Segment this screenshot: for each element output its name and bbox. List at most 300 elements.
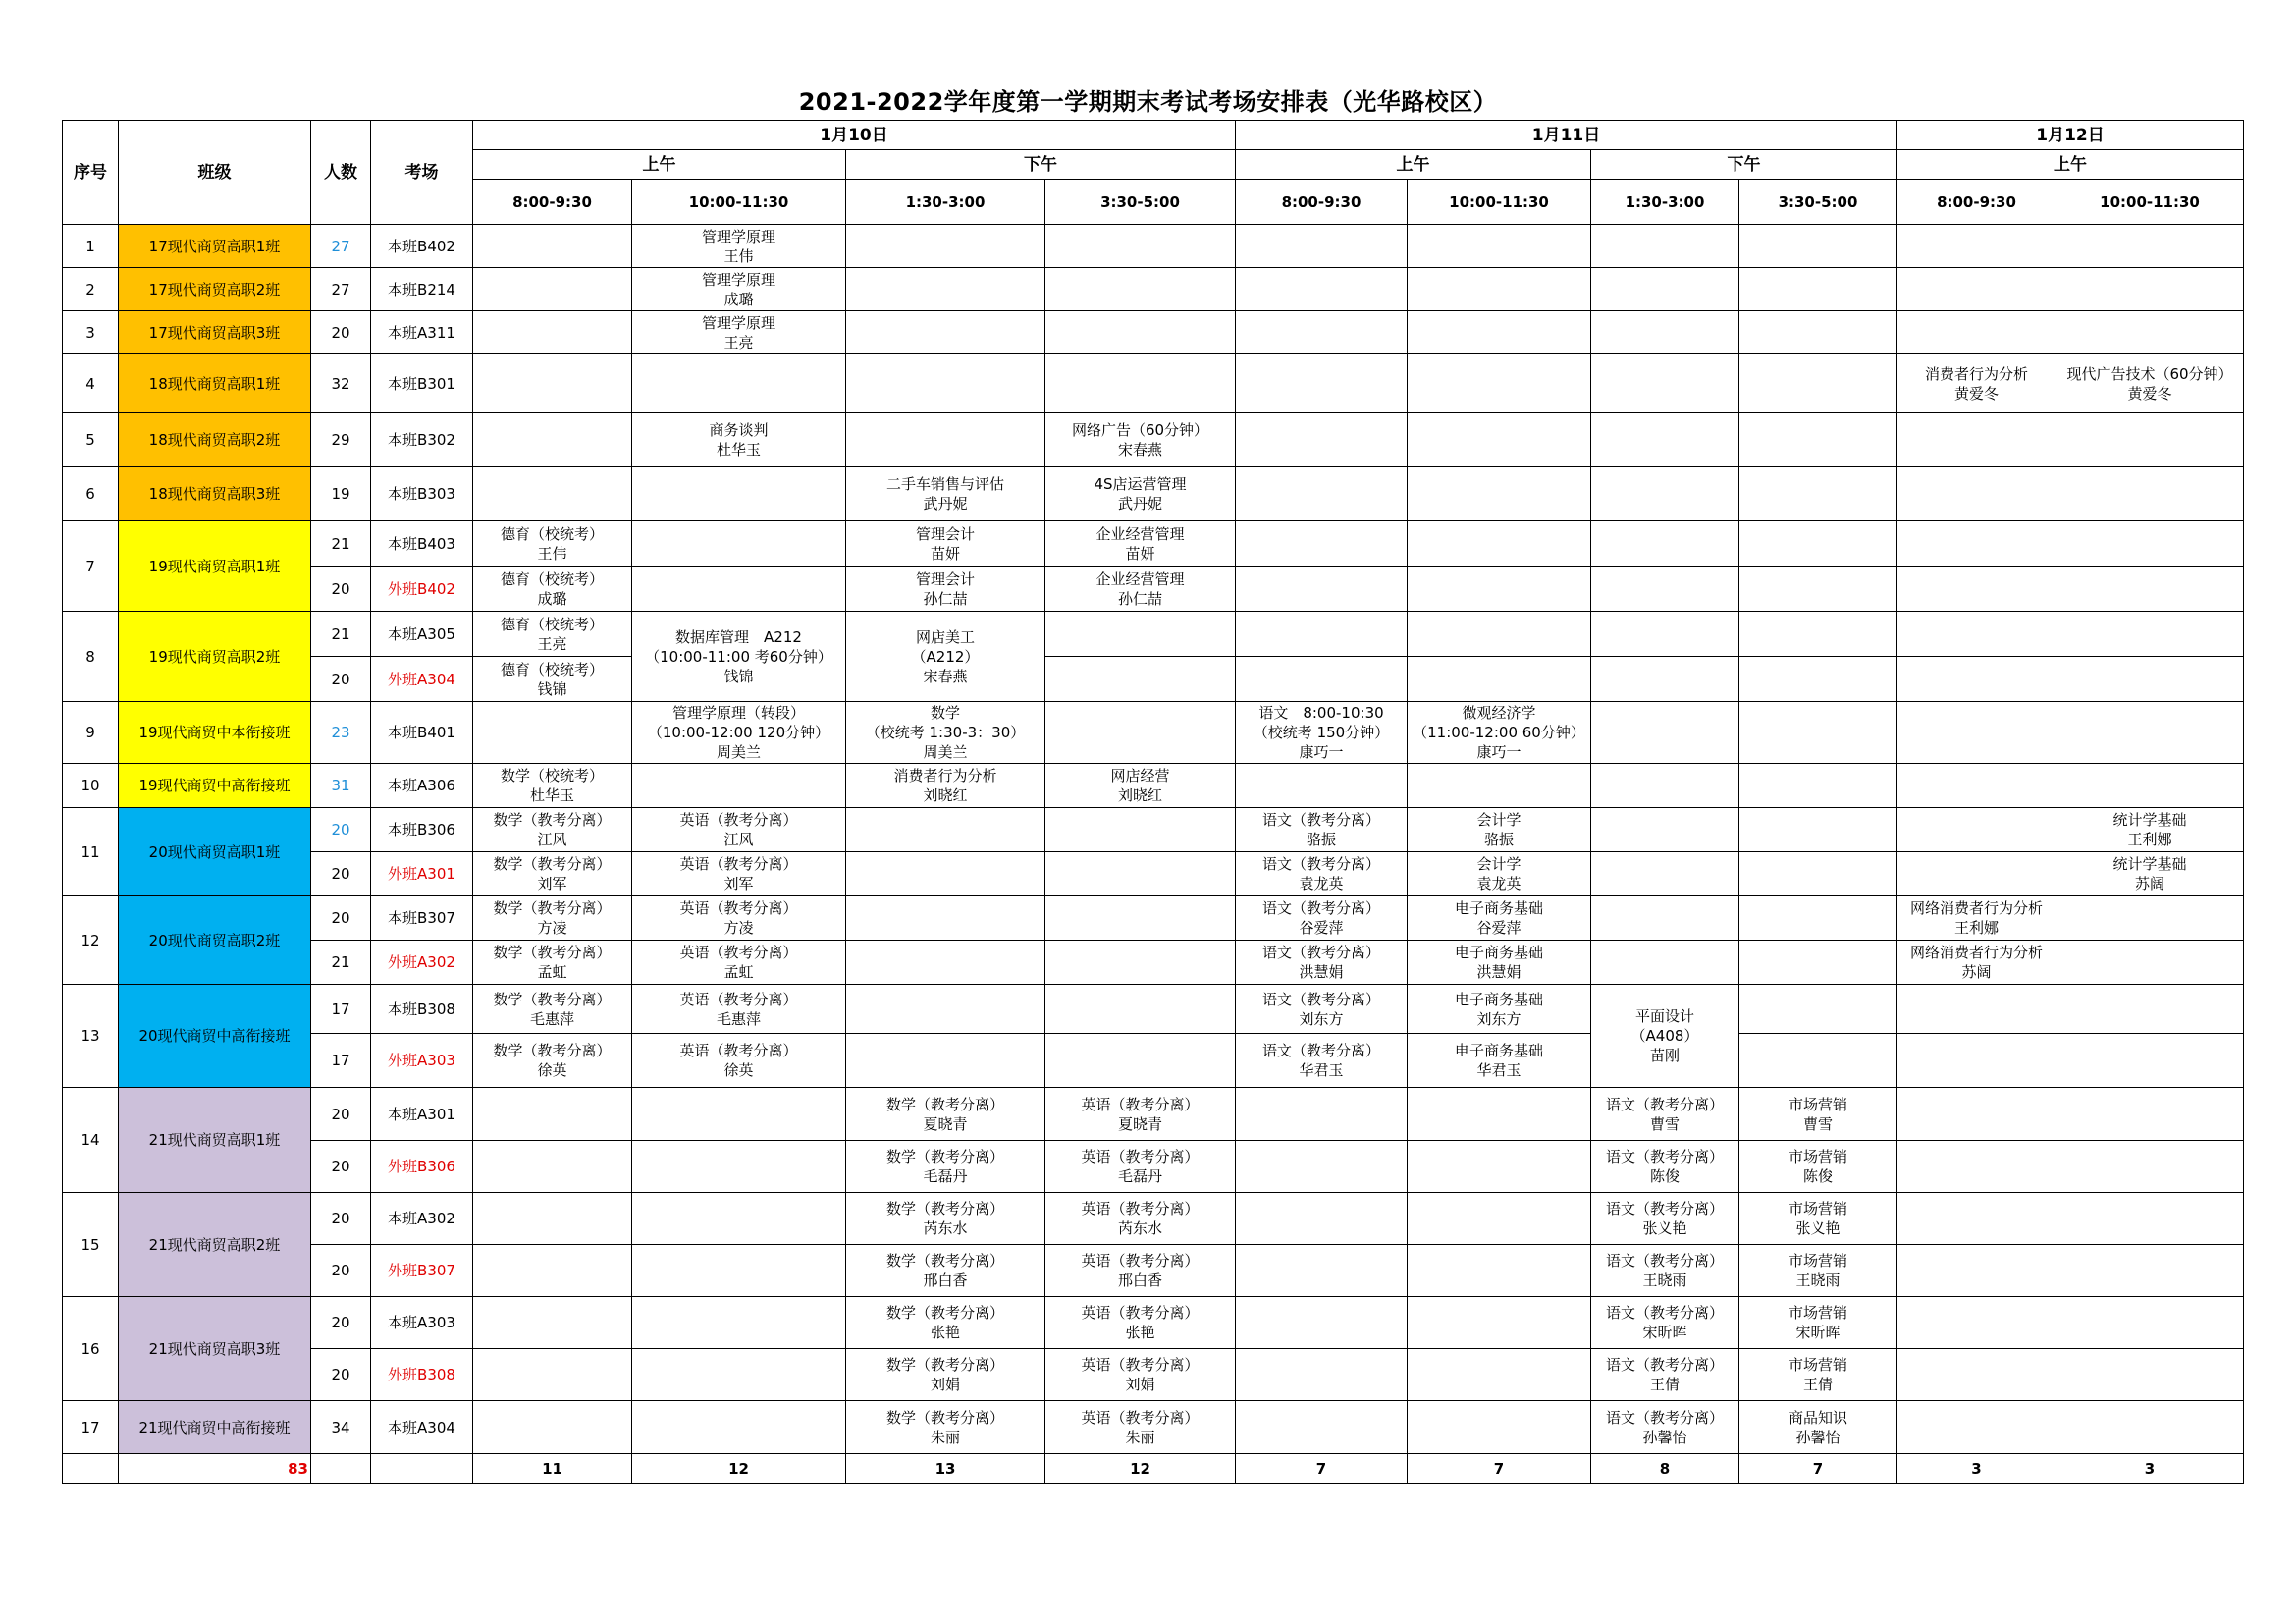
- exam-cell: [1739, 1349, 1897, 1401]
- table-row: [63, 612, 2244, 657]
- exam-subject: 企业经营管理: [1095, 524, 1185, 543]
- header-class: 班级: [119, 121, 311, 225]
- exam-subject: 英语（教考分离）: [679, 990, 798, 1008]
- exam-cell: [846, 764, 1045, 808]
- exam-cell: [2056, 808, 2244, 852]
- exam-teacher: 周美兰: [923, 743, 968, 761]
- exam-cell: [1236, 896, 1408, 941]
- exam-time: （校统考 150分钟）: [1253, 724, 1390, 741]
- exam-room: 本班A305: [371, 612, 473, 657]
- table-row: [63, 985, 2244, 1034]
- exam-subject: 网络消费者行为分析: [1909, 899, 2043, 917]
- exam-cell: [1591, 1245, 1739, 1297]
- exam-teacher: 谷爱萍: [1299, 919, 1344, 937]
- exam-time: （10:00-12:00 120分钟）: [647, 724, 830, 741]
- exam-subject: 数据库管理 A212: [675, 627, 802, 646]
- exam-teacher: 邢白香: [923, 1272, 968, 1289]
- exam-cell: [1591, 985, 1739, 1088]
- table-row: [63, 567, 2244, 612]
- exam-subject: 4S店运营管理: [1094, 475, 1187, 493]
- exam-subject: 数学（教考分离）: [885, 1304, 1004, 1322]
- exam-teacher: 骆振: [1483, 831, 1514, 848]
- row-seq: 13: [63, 985, 119, 1088]
- exam-cell: [1045, 1088, 1236, 1141]
- header-slot: 10:00-11:30: [1408, 180, 1591, 225]
- table-row: [63, 1401, 2244, 1454]
- exam-cell: [846, 612, 1045, 702]
- exam-subject: 英语（教考分离）: [679, 1042, 798, 1059]
- header-slot: 10:00-11:30: [632, 180, 846, 225]
- exam-cell: [473, 521, 632, 567]
- exam-cell: [1591, 1193, 1739, 1245]
- exam-teacher: 曹雪: [1802, 1114, 1833, 1133]
- class-name: 21现代商贸高职3班: [119, 1297, 311, 1401]
- exam-cell: [2056, 354, 2244, 413]
- class-name: 17现代商贸高职2班: [119, 268, 311, 311]
- class-name: 17现代商贸高职1班: [119, 225, 311, 268]
- exam-subject: 市场营销: [1788, 1304, 1847, 1322]
- row-seq: 15: [63, 1193, 119, 1297]
- exam-teacher: 王利娜: [1953, 919, 1999, 937]
- exam-teacher: 毛磊丹: [1117, 1167, 1162, 1185]
- header-slot: 8:00-9:30: [1236, 180, 1408, 225]
- exam-cell: [1408, 985, 1591, 1034]
- exam-cell: [1236, 985, 1408, 1034]
- exam-subject: 数学（教考分离）: [885, 1356, 1004, 1374]
- exam-subject: 语文（教考分离）: [1605, 1408, 1724, 1427]
- exam-cell: [1739, 1401, 1897, 1454]
- exam-subject: 数学（教考分离）: [493, 1042, 612, 1059]
- exam-teacher: 杜华玉: [529, 786, 574, 804]
- exam-cell: [632, 852, 846, 896]
- table-row: [63, 808, 2244, 852]
- header-am: 上午: [1897, 150, 2244, 180]
- row-seq: 12: [63, 896, 119, 985]
- exam-room: 本班B403: [371, 521, 473, 567]
- exam-subject: 管理学原理: [701, 227, 775, 245]
- exam-cell: [632, 225, 846, 268]
- exam-subject: 英语（教考分离）: [1081, 1304, 1200, 1322]
- table-row: [63, 354, 2244, 413]
- total-count: 12: [1045, 1454, 1236, 1484]
- class-name: 19现代商贸中高衔接班: [119, 764, 311, 808]
- exam-cell: [632, 311, 846, 354]
- exam-subject: 语文（教考分离）: [1261, 899, 1380, 917]
- exam-cell: [1408, 808, 1591, 852]
- exam-teacher: 宋昕晖: [1795, 1324, 1841, 1341]
- exam-room: 外班B308: [371, 1349, 473, 1401]
- exam-room: 外班A302: [371, 941, 473, 985]
- exam-cell: [1045, 1245, 1236, 1297]
- exam-teacher: 周美兰: [716, 743, 761, 761]
- exam-teacher: 苗妍: [1125, 544, 1155, 563]
- exam-subject: 微观经济学: [1462, 704, 1536, 722]
- exam-cell: [846, 702, 1045, 764]
- student-count: 20: [311, 1245, 371, 1297]
- exam-cell: [1408, 941, 1591, 985]
- exam-subject: 管理学原理: [701, 270, 775, 289]
- exam-teacher: 华君玉: [1476, 1061, 1522, 1079]
- row-seq: 2: [63, 268, 119, 311]
- exam-cell: [473, 896, 632, 941]
- exam-teacher: 方凌: [537, 919, 567, 937]
- exam-schedule-table: [62, 120, 2244, 1484]
- student-count: 27: [311, 268, 371, 311]
- exam-cell: [1045, 1141, 1236, 1193]
- student-count: 20: [311, 1297, 371, 1349]
- exam-teacher: 苏阔: [1961, 963, 1992, 981]
- header-slot: 3:30-5:00: [1045, 180, 1236, 225]
- table-row: [63, 852, 2244, 896]
- total-count: 3: [1897, 1454, 2056, 1484]
- exam-teacher: 华君玉: [1299, 1061, 1344, 1079]
- exam-cell: [632, 413, 846, 467]
- exam-cell: [1591, 1349, 1739, 1401]
- exam-subject: 数学（教考分离）: [885, 1408, 1004, 1427]
- exam-subject: 数学（校统考）: [500, 767, 604, 785]
- exam-subject: 市场营销: [1788, 1356, 1847, 1374]
- row-seq: 7: [63, 521, 119, 612]
- exam-cell: [1739, 1088, 1897, 1141]
- exam-cell: [1408, 896, 1591, 941]
- exam-teacher: 康巧一: [1476, 743, 1522, 761]
- total-classes: 83: [119, 1454, 311, 1484]
- total-count: 11: [473, 1454, 632, 1484]
- row-seq: 8: [63, 612, 119, 702]
- exam-cell: [1739, 1245, 1897, 1297]
- exam-teacher: 朱丽: [1125, 1428, 1155, 1446]
- exam-teacher: 骆振: [1306, 831, 1336, 848]
- table-row: [63, 896, 2244, 941]
- exam-subject: 语文（教考分离）: [1605, 1200, 1724, 1218]
- exam-teacher: 宋春燕: [1117, 441, 1162, 459]
- student-count: 27: [311, 225, 371, 268]
- exam-teacher: 孙仁喆: [1117, 589, 1162, 608]
- exam-room: 本班A301: [371, 1088, 473, 1141]
- exam-room: 本班B306: [371, 808, 473, 852]
- exam-subject: 数学（教考分离）: [493, 944, 612, 961]
- exam-room: 外班A303: [371, 1034, 473, 1088]
- table-row: [63, 764, 2244, 808]
- exam-cell: [846, 1088, 1045, 1141]
- exam-subject: 数学（教考分离）: [885, 1252, 1004, 1270]
- class-name: 20现代商贸高职1班: [119, 808, 311, 896]
- class-name: 19现代商贸中本衔接班: [119, 702, 311, 764]
- exam-teacher: 江风: [537, 831, 567, 848]
- exam-teacher: 王晓雨: [1642, 1272, 1687, 1289]
- exam-teacher: 王伟: [537, 544, 567, 563]
- student-count: 20: [311, 1193, 371, 1245]
- class-name: 17现代商贸高职3班: [119, 311, 311, 354]
- exam-subject: 管理会计: [915, 524, 975, 543]
- exam-subject: 英语（教考分离）: [679, 855, 798, 873]
- exam-subject: 语文（教考分离）: [1261, 1042, 1380, 1059]
- exam-teacher: 夏晓青: [1117, 1114, 1162, 1133]
- table-row: [63, 1193, 2244, 1245]
- exam-teacher: 谷爱萍: [1476, 919, 1522, 937]
- exam-cell: [846, 521, 1045, 567]
- exam-subject: 数学（教考分离）: [493, 990, 612, 1008]
- header-pm: 下午: [846, 150, 1236, 180]
- header-count: 人数: [311, 121, 371, 225]
- table-row: [63, 268, 2244, 311]
- exam-teacher: 王亮: [723, 333, 754, 352]
- exam-subject: 市场营销: [1788, 1095, 1847, 1113]
- totals-row: [63, 1454, 2244, 1484]
- exam-subject: 平面设计: [1634, 1007, 1694, 1025]
- exam-cell: [1045, 521, 1236, 567]
- exam-subject: 语文（教考分离）: [1605, 1356, 1724, 1374]
- exam-teacher: 苗刚: [1649, 1047, 1680, 1064]
- exam-teacher: 毛磊丹: [923, 1167, 968, 1185]
- exam-cell: [1739, 1297, 1897, 1349]
- exam-cell: [632, 702, 846, 764]
- total-count: 12: [632, 1454, 846, 1484]
- table-row: [63, 1297, 2244, 1349]
- exam-cell: [1045, 1349, 1236, 1401]
- exam-subject: 英语（教考分离）: [1081, 1200, 1200, 1218]
- header-slot: 3:30-5:00: [1739, 180, 1897, 225]
- exam-subject: 语文（教考分离）: [1605, 1148, 1724, 1165]
- student-count: 29: [311, 413, 371, 467]
- exam-cell: [632, 985, 846, 1034]
- exam-teacher: 芮东水: [923, 1219, 968, 1237]
- exam-teacher: 刘军: [537, 875, 567, 893]
- exam-cell: [1897, 896, 2056, 941]
- exam-teacher: 黄爱冬: [1953, 384, 1999, 403]
- student-count: 20: [311, 896, 371, 941]
- exam-cell: [1045, 567, 1236, 612]
- exam-teacher: 陈俊: [1802, 1167, 1833, 1185]
- exam-teacher: 徐英: [537, 1061, 567, 1079]
- header-slot: 1:30-3:00: [846, 180, 1045, 225]
- exam-cell: [1045, 764, 1236, 808]
- exam-teacher: 康巧一: [1299, 743, 1344, 761]
- exam-teacher: 王倩: [1649, 1376, 1680, 1393]
- exam-room: 本班B307: [371, 896, 473, 941]
- header-date-jan12: 1月12日: [1897, 121, 2244, 150]
- student-count: 20: [311, 1088, 371, 1141]
- exam-room: 本班B303: [371, 467, 473, 521]
- student-count: 20: [311, 567, 371, 612]
- student-count: 23: [311, 702, 371, 764]
- exam-cell: [632, 612, 846, 702]
- exam-subject: 网店经营: [1110, 767, 1170, 785]
- exam-cell: [846, 1193, 1045, 1245]
- exam-cell: [1739, 1141, 1897, 1193]
- exam-subject: 市场营销: [1788, 1252, 1847, 1270]
- exam-subject: 语文（教考分离）: [1605, 1304, 1724, 1322]
- exam-cell: [846, 567, 1045, 612]
- student-count: 19: [311, 467, 371, 521]
- exam-cell: [1045, 1401, 1236, 1454]
- row-seq: 10: [63, 764, 119, 808]
- exam-cell: [632, 268, 846, 311]
- exam-teacher: 洪慧娟: [1299, 963, 1344, 981]
- header-slot: 1:30-3:00: [1591, 180, 1739, 225]
- exam-teacher: 方凌: [723, 919, 754, 937]
- exam-subject: 英语（教考分离）: [1081, 1408, 1200, 1427]
- exam-subject: 网络广告（60分钟）: [1071, 421, 1209, 439]
- exam-cell: [1408, 1034, 1591, 1088]
- student-count: 20: [311, 1349, 371, 1401]
- exam-subject: 网店美工: [915, 627, 975, 646]
- table-row: [63, 225, 2244, 268]
- table-row: [63, 1349, 2244, 1401]
- student-count: 31: [311, 764, 371, 808]
- exam-cell: [2056, 852, 2244, 896]
- exam-subject: 数学: [930, 704, 960, 722]
- exam-teacher: 张义艳: [1642, 1219, 1687, 1237]
- class-name: 19现代商贸高职2班: [119, 612, 311, 702]
- student-count: 20: [311, 852, 371, 896]
- header-am: 上午: [473, 150, 846, 180]
- header-row-dates: [63, 121, 2244, 150]
- exam-subject: 英语（教考分离）: [679, 811, 798, 829]
- exam-room: 本班A303: [371, 1297, 473, 1349]
- exam-subject: 英语（教考分离）: [679, 944, 798, 961]
- header-seq: 序号: [63, 121, 119, 225]
- exam-teacher: 杜华玉: [716, 441, 761, 459]
- exam-subject: 数学（教考分离）: [493, 899, 612, 917]
- row-seq: 14: [63, 1088, 119, 1193]
- exam-subject: 英语（教考分离）: [1081, 1252, 1200, 1270]
- exam-cell: [473, 657, 632, 702]
- exam-subject: 英语（教考分离）: [1081, 1148, 1200, 1165]
- exam-room: 本班A306: [371, 764, 473, 808]
- exam-room: 外班B402: [371, 567, 473, 612]
- header-slot: 8:00-9:30: [473, 180, 632, 225]
- exam-subject: 统计学基础: [2112, 855, 2187, 873]
- exam-room: 外班A304: [371, 657, 473, 702]
- exam-room: 本班B402: [371, 225, 473, 268]
- exam-cell: [1408, 852, 1591, 896]
- exam-teacher: 张义艳: [1795, 1219, 1841, 1237]
- class-name: 21现代商贸中高衔接班: [119, 1401, 311, 1454]
- exam-cell: [473, 764, 632, 808]
- exam-subject: 德育（校统考）: [500, 569, 604, 588]
- exam-teacher: 苏阔: [2134, 875, 2164, 893]
- exam-teacher: 苗妍: [930, 544, 960, 563]
- exam-teacher: 孟虹: [537, 963, 567, 981]
- exam-subject: 现代广告技术（60分钟）: [2066, 364, 2233, 383]
- class-name: 19现代商贸高职1班: [119, 521, 311, 612]
- exam-room: 外班A301: [371, 852, 473, 896]
- row-seq: 3: [63, 311, 119, 354]
- exam-teacher: 曹雪: [1649, 1114, 1680, 1133]
- exam-cell: [1591, 1297, 1739, 1349]
- exam-subject: 语文（教考分离）: [1261, 944, 1380, 961]
- exam-cell: [846, 1401, 1045, 1454]
- row-seq: 16: [63, 1297, 119, 1401]
- header-slot: 8:00-9:30: [1897, 180, 2056, 225]
- exam-cell: [1236, 852, 1408, 896]
- table-row: [63, 521, 2244, 567]
- exam-subject: 管理学原理（转段）: [671, 704, 805, 722]
- exam-teacher: 钱锦: [537, 679, 567, 698]
- exam-cell: [473, 567, 632, 612]
- exam-room: 本班B401: [371, 702, 473, 764]
- exam-teacher: 刘军: [723, 875, 754, 893]
- exam-subject: 消费者行为分析: [1924, 364, 2028, 383]
- exam-teacher: 徐英: [723, 1061, 754, 1079]
- exam-teacher: 陈俊: [1649, 1167, 1680, 1185]
- exam-teacher: 刘娟: [1125, 1376, 1155, 1393]
- exam-cell: [846, 467, 1045, 521]
- exam-teacher: 王利娜: [2127, 831, 2172, 848]
- exam-teacher: 钱锦: [723, 667, 754, 685]
- header-room: 考场: [371, 121, 473, 225]
- class-name: 20现代商贸高职2班: [119, 896, 311, 985]
- exam-teacher: 毛惠萍: [716, 1009, 761, 1028]
- exam-subject: 德育（校统考）: [500, 615, 604, 633]
- student-count: 17: [311, 1034, 371, 1088]
- exam-cell: [1897, 354, 2056, 413]
- row-seq: 4: [63, 354, 119, 413]
- exam-time: （校统考 1:30-3：30）: [865, 724, 1026, 741]
- exam-cell: [473, 1034, 632, 1088]
- exam-cell: [632, 1034, 846, 1088]
- total-count: 7: [1739, 1454, 1897, 1484]
- exam-cell: [1408, 702, 1591, 764]
- exam-subject: 语文 8:00-10:30: [1258, 704, 1384, 722]
- exam-cell: [1045, 467, 1236, 521]
- exam-subject: 语文（教考分离）: [1605, 1252, 1724, 1270]
- table-row: [63, 1245, 2244, 1297]
- exam-subject: 统计学基础: [2112, 811, 2187, 829]
- exam-cell: [846, 1141, 1045, 1193]
- exam-cell: [1045, 413, 1236, 467]
- exam-teacher: 刘晓红: [1117, 786, 1162, 804]
- exam-subject: 网络消费者行为分析: [1909, 944, 2043, 961]
- exam-cell: [632, 941, 846, 985]
- total-count: 3: [2056, 1454, 2244, 1484]
- exam-room: 本班B308: [371, 985, 473, 1034]
- exam-cell: [632, 808, 846, 852]
- header-slot: 10:00-11:30: [2056, 180, 2244, 225]
- exam-subject: 语文（教考分离）: [1261, 811, 1380, 829]
- exam-cell: [1897, 941, 2056, 985]
- table-row: [63, 311, 2244, 354]
- exam-subject: 电子商务基础: [1454, 1042, 1543, 1059]
- student-count: 21: [311, 521, 371, 567]
- student-count: 20: [311, 657, 371, 702]
- total-count: 8: [1591, 1454, 1739, 1484]
- exam-cell: [1236, 702, 1408, 764]
- row-seq: 5: [63, 413, 119, 467]
- exam-subject: 企业经营管理: [1095, 569, 1185, 588]
- exam-teacher: 武丹妮: [1117, 495, 1162, 513]
- exam-subject: 电子商务基础: [1454, 944, 1543, 961]
- exam-teacher: 孙馨怡: [1795, 1428, 1841, 1446]
- exam-subject: 市场营销: [1788, 1148, 1847, 1165]
- class-name: 18现代商贸高职2班: [119, 413, 311, 467]
- exam-time: （11:00-12:00 60分钟）: [1413, 724, 1585, 741]
- class-name: 21现代商贸高职1班: [119, 1088, 311, 1193]
- exam-room: 本班B214: [371, 268, 473, 311]
- exam-cell: [1739, 1193, 1897, 1245]
- exam-room: 本班A304: [371, 1401, 473, 1454]
- exam-cell: [473, 852, 632, 896]
- student-count: 17: [311, 985, 371, 1034]
- student-count: 34: [311, 1401, 371, 1454]
- exam-subject: 数学（教考分离）: [493, 811, 612, 829]
- exam-subject: 语文（教考分离）: [1261, 990, 1380, 1008]
- exam-cell: [1236, 1034, 1408, 1088]
- class-name: 20现代商贸中高衔接班: [119, 985, 311, 1088]
- student-count: 21: [311, 612, 371, 657]
- total-count: 7: [1408, 1454, 1591, 1484]
